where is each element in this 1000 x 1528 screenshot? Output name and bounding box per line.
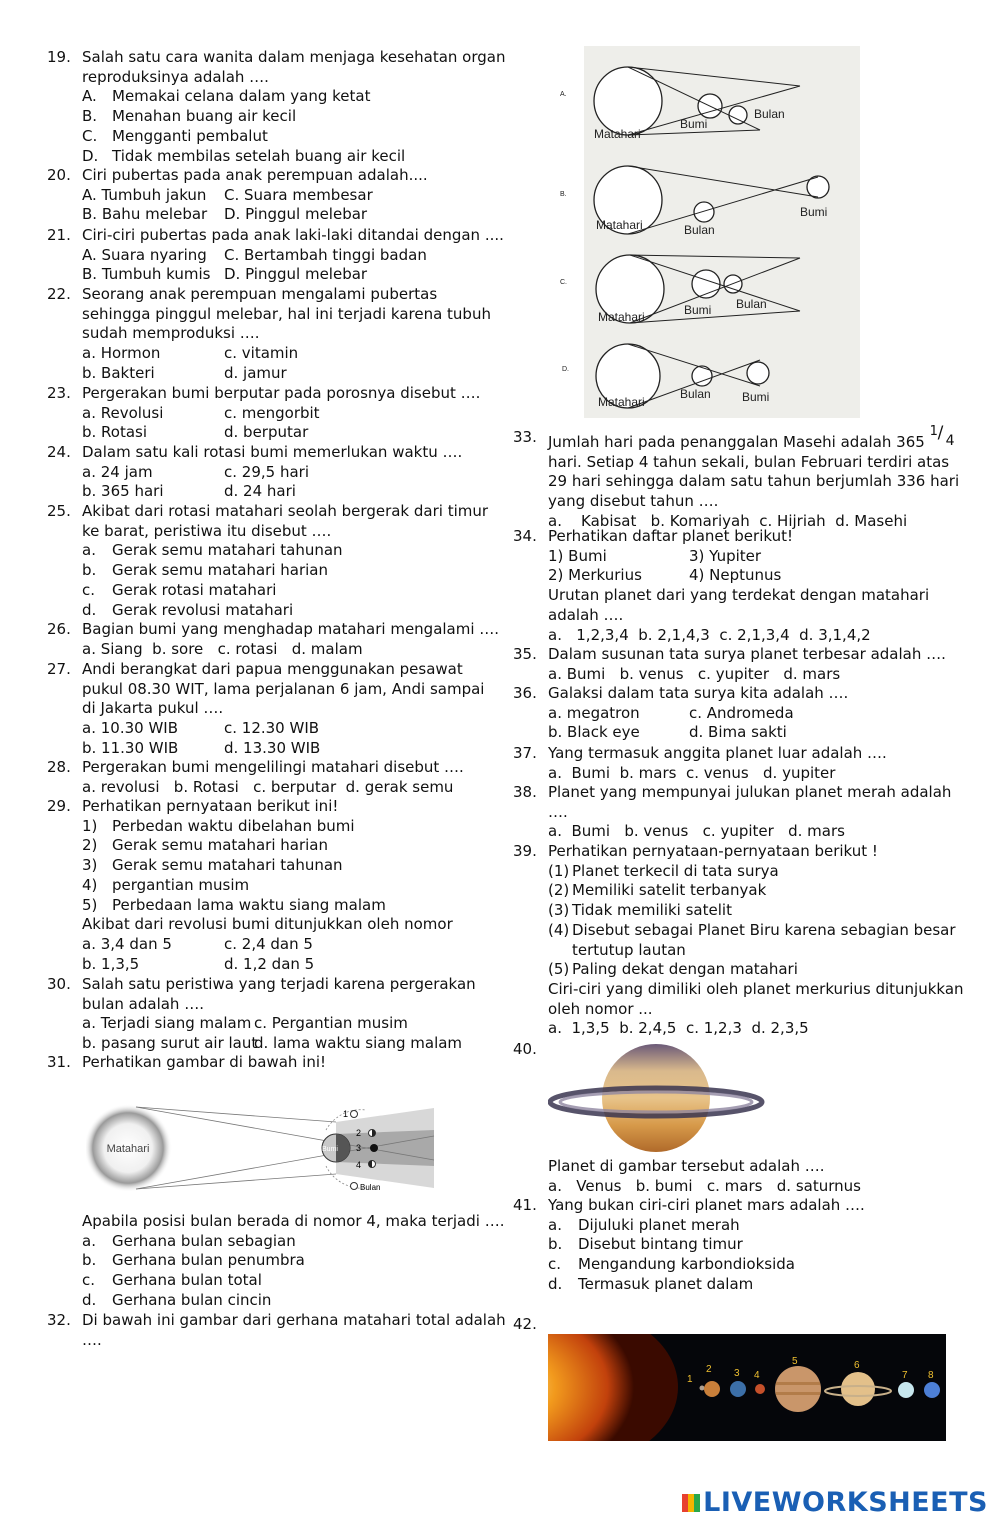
svg-text:Bumi: Bumi xyxy=(800,205,828,219)
svg-text:Matahari: Matahari xyxy=(598,395,645,409)
saturn-image xyxy=(548,1040,770,1158)
option-line[interactable]: a. 1,2,3,4 b. 2,1,4,3 c. 2,1,3,4 d. 3,1,4,2 xyxy=(548,625,871,644)
fraction: 1 / 4 xyxy=(929,423,955,449)
option[interactable]: d. Gerhana bulan cincin xyxy=(82,1290,272,1309)
option-line[interactable]: a. 1,3,5 b. 2,4,5 c. 1,2,3 d. 2,3,5 xyxy=(548,1019,809,1038)
option[interactable]: B. Menahan buang air kecil xyxy=(82,107,297,126)
svg-text:1: 1 xyxy=(343,1109,349,1119)
logo-icon xyxy=(682,1494,700,1512)
question-22: 22. Seorang anak perempuan mengalami pubertas sehingga pinggul melebar, hal ini terjadi karena tubuh sudah memproduksi …. a. Hormon c. vitamin b. Bakteri d. jamur xyxy=(47,285,507,384)
option[interactable]: b. Gerhana bulan penumbra xyxy=(82,1251,305,1270)
svg-text:D.: D. xyxy=(562,366,569,373)
question-19: 19. Salah satu cara wanita dalam menjaga kesehatan organ reproduksinya adalah …. A. Memakai celana dalam yang ketat B. Menahan buang air kecil C. Mengganti pembalut D. Tidak membilas setelah buang air kecil xyxy=(47,48,506,165)
svg-text:7: 7 xyxy=(902,1370,908,1381)
option-row[interactable]: a. 3,4 dan 5 c. 2,4 dan 5 xyxy=(82,934,313,953)
option-row[interactable]: b. Bakteri d. jamur xyxy=(82,363,287,382)
option[interactable]: a. Dijuluki planet merah xyxy=(548,1215,740,1234)
option[interactable]: D. Tidak membilas setelah buang air kecil xyxy=(82,146,406,165)
option-line[interactable]: a. Bumi b. mars c. venus d. yupiter xyxy=(548,763,836,782)
svg-text:3: 3 xyxy=(356,1143,362,1153)
option-row[interactable]: a. 10.30 WIB c. 12.30 WIB xyxy=(82,719,320,738)
statement: (4) Disebut sebagai Planet Biru karena sebagian besar xyxy=(548,920,956,939)
svg-text:6: 6 xyxy=(854,1360,860,1371)
list-row: 2) Merkurius 4) Neptunus xyxy=(548,566,782,585)
svg-text:Bumi: Bumi xyxy=(680,117,708,131)
option-row[interactable]: b. Black eye d. Bima sakti xyxy=(548,723,787,742)
option[interactable]: C. Mengganti pembalut xyxy=(82,126,268,145)
question-26: 26. Bagian bumi yang menghadap matahari mengalami …. a. Siang b. sore c. rotasi d. malam xyxy=(47,620,507,659)
option[interactable]: a. Gerak semu matahari tahunan xyxy=(82,541,343,560)
statement: 2) Gerak semu matahari harian xyxy=(82,836,329,855)
question-25: 25. Akibat dari rotasi matahari seolah bergerak dari timur ke barat, peristiwa itu disebut …. a. Gerak semu matahari tahunan b. Gerak semu matahari harian c. Gerak rotasi matahari d. Gerak revolusi matahari xyxy=(47,502,507,620)
statement: 3) Gerak semu matahari tahunan xyxy=(82,856,343,875)
statement: 5) Perbedaan lama waktu siang malam xyxy=(82,895,386,914)
option[interactable]: c. Gerak rotasi matahari xyxy=(82,580,277,599)
svg-text:B.: B. xyxy=(560,191,567,198)
question-31-options: Apabila posisi bulan berada di nomor 4, maka terjadi …. a. Gerhana bulan sebagian b. Gerhana bulan penumbra c. Gerhana bulan total d. Gerhana bulan cincin xyxy=(47,1212,507,1311)
question-33: 33. Jumlah hari pada penanggalan Masehi adalah 365 1 / 4 hari. Setiap 4 tahun sekali, bulan Februari terdiri atas 29 hari sehingga dalam satu tahun berjumlah 336 hari yang disebut tahun …. a. Kabisat b. Komariyah c. Hijriah d. Masehi xyxy=(513,428,983,532)
question-20: 20. Ciri pubertas pada anak perempuan adalah.... A. Tumbuh jakun C. Suara membesar B. Bahu melebar D. Pinggul melebar xyxy=(47,166,507,225)
question-36: 36. Galaksi dalam tata surya kita adalah …. a. megatron c. Andromeda b. Black eye d. Bima sakti xyxy=(513,684,983,743)
statement: 1) Perbedan waktu dibelahan bumi xyxy=(82,816,355,835)
question-23: 23. Pergerakan bumi berputar pada porosnya disebut …. a. Revolusi c. mengorbit b. Rotasi d. berputar xyxy=(47,384,507,443)
svg-text:Bulan: Bulan xyxy=(754,107,785,121)
lunar-eclipse-figure xyxy=(86,1100,436,1194)
solar-eclipse-figure xyxy=(560,46,860,418)
option[interactable]: d. Termasuk planet dalam xyxy=(548,1274,754,1293)
question-30: 30. Salah satu peristiwa yang terjadi karena pergerakan bulan adalah …. a. Terjadi siang malam c. Pergantian musim b. pasang surut air lautd. lama waktu siang malam xyxy=(47,975,507,1054)
question-34: 34. Perhatikan daftar planet berikut! 1) Bumi 3) Yupiter 2) Merkurius 4) Neptunus Urutan planet dari yang terdekat dengan matahari adalah …. a. 1,2,3,4 b. 2,1,4,3 c. 2,1,3,4 d. 3,1,4,2 xyxy=(513,527,983,645)
svg-text:Bulan: Bulan xyxy=(680,387,711,401)
svg-text:Bulan: Bulan xyxy=(736,297,767,311)
question-38: 38. Planet yang mempunyai julukan planet merah adalah …. a. Bumi b. venus c. yupiter d. mars xyxy=(513,783,983,842)
svg-text:4: 4 xyxy=(754,1370,760,1381)
option-line[interactable]: a. Venus b. bumi c. mars d. saturnus xyxy=(548,1176,861,1195)
question-35: 35. Dalam susunan tata surya planet terbesar adalah …. a. Bumi b. venus c. yupiter d. mars xyxy=(513,645,983,684)
svg-text:2: 2 xyxy=(356,1128,362,1138)
option-line[interactable]: a. Siang b. sore c. rotasi d. malam xyxy=(82,639,363,658)
option-line[interactable]: a. revolusi b. Rotasi c. berputar d. gerak semu xyxy=(82,777,454,796)
svg-text:Matahari: Matahari xyxy=(596,218,643,232)
sun-label: Matahari xyxy=(106,1143,150,1155)
svg-text:Bumi: Bumi xyxy=(742,390,770,404)
option-row[interactable]: a. Terjadi siang malam c. Pergantian musim xyxy=(82,1014,408,1033)
option[interactable]: d. Gerak revolusi matahari xyxy=(82,600,294,619)
question-24: 24. Dalam satu kali rotasi bumi memerlukan waktu …. a. 24 jam c. 29,5 hari b. 365 hari d. 24 hari xyxy=(47,443,507,502)
question-27: 27. Andi berangkat dari papua menggunakan pesawat pukul 08.30 WIT, lama perjalanan 6 jam, Andi sampai di Jakarta pukul …. a. 10.30 WIB c. 12.30 WIB b. 11.30 WIB d. 13.30 WIB xyxy=(47,660,507,759)
statement: (5) Paling dekat dengan matahari xyxy=(548,960,798,979)
option-row[interactable]: a. megatron c. Andromeda xyxy=(548,703,794,722)
earth-label: Bumi xyxy=(322,1146,338,1153)
moon-label: Bulan xyxy=(360,1183,381,1192)
option-row[interactable]: B. Bahu melebar D. Pinggul melebar xyxy=(82,205,368,224)
svg-text:Bulan: Bulan xyxy=(684,223,715,237)
option-line[interactable]: a. Kabisat b. Komariyah c. Hijriah d. Masehi xyxy=(548,511,908,530)
svg-text:3: 3 xyxy=(734,1368,740,1379)
option[interactable]: c. Mengandung karbondioksida xyxy=(548,1255,795,1274)
option[interactable]: b. Gerak semu matahari harian xyxy=(82,561,329,580)
statement: (1) Planet terkecil di tata surya xyxy=(548,861,779,880)
svg-text:A.: A. xyxy=(560,91,567,98)
option-row[interactable]: a. Hormon c. vitamin xyxy=(82,344,299,363)
svg-text:2: 2 xyxy=(706,1364,712,1375)
statement: 4) pergantian musim xyxy=(82,875,250,894)
svg-text:4: 4 xyxy=(356,1160,362,1170)
option-row[interactable]: a. 24 jam c. 29,5 hari xyxy=(82,462,309,481)
statement: tertutup lautan xyxy=(572,940,686,959)
option-row[interactable]: b. 11.30 WIB d. 13.30 WIB xyxy=(82,738,321,757)
liveworksheets-logo[interactable]: LIVEWORKSHEETS xyxy=(682,1487,988,1518)
option[interactable]: c. Gerhana bulan total xyxy=(82,1271,262,1290)
option-row[interactable]: A. Tumbuh jakun C. Suara membesar xyxy=(82,185,373,204)
question-28: 28. Pergerakan bumi mengelilingi matahari disebut …. a. revolusi b. Rotasi c. berputar d. gerak semu xyxy=(47,758,507,797)
option-row[interactable]: A. Suara nyaring C. Bertambah tinggi badan xyxy=(82,245,427,264)
svg-text:8: 8 xyxy=(928,1370,934,1381)
list-row: 1) Bumi 3) Yupiter xyxy=(548,546,762,565)
option-row[interactable]: b. 365 hari d. 24 hari xyxy=(82,482,296,501)
svg-text:1: 1 xyxy=(687,1374,693,1385)
option-row[interactable]: b. pasang surut air lautd. lama waktu siang malam xyxy=(82,1034,463,1053)
svg-text:Bumi: Bumi xyxy=(684,303,712,317)
option[interactable]: A. Memakai celana dalam yang ketat xyxy=(82,87,371,106)
option-line[interactable]: a. Bumi b. venus c. yupiter d. mars xyxy=(548,664,841,683)
svg-text:Matahari: Matahari xyxy=(594,127,641,141)
svg-text:C.: C. xyxy=(560,279,567,286)
option-row[interactable]: b. Rotasi d. berputar xyxy=(82,423,309,442)
option-row[interactable]: B. Tumbuh kumis D. Pinggul melebar xyxy=(82,265,368,284)
question-21: 21. Ciri-ciri pubertas pada anak laki-laki ditandai dengan .... A. Suara nyaring C. Bertambah tinggi badan B. Tumbuh kumis D. Pinggul melebar xyxy=(47,226,507,285)
question-37: 37. Yang termasuk anggita planet luar adalah …. a. Bumi b. mars c. venus d. yupiter xyxy=(513,744,983,783)
option-row[interactable]: b. 1,3,5 d. 1,2 dan 5 xyxy=(82,954,315,973)
question-32: 32. Di bawah ini gambar dari gerhana matahari total adalah …. xyxy=(47,1311,506,1349)
question-31: 31. Perhatikan gambar di bawah ini! xyxy=(47,1053,327,1071)
option-line[interactable]: a. Bumi b. venus c. yupiter d. mars xyxy=(548,822,845,841)
question-40-options: Planet di gambar tersebut adalah …. a. Venus b. bumi c. mars d. saturnus xyxy=(513,1157,983,1196)
svg-text:Matahari: Matahari xyxy=(598,310,645,324)
svg-text:5: 5 xyxy=(792,1356,798,1367)
option[interactable]: b. Disebut bintang timur xyxy=(548,1235,743,1254)
question-29: 29. Perhatikan pernyataan berikut ini! 1) Perbedan waktu dibelahan bumi 2) Gerak semu matahari harian 3) Gerak semu matahari tahunan 4) pergantian musim 5) Perbedaan lama waktu siang malam Akibat dari revolusi bumi ditunjukkan oleh nomor a. 3,4 dan 5 c. 2,4 dan 5 b. 1,3,5 d. 1,2 dan 5 xyxy=(47,797,507,974)
option-row[interactable]: a. Revolusi c. mengorbit xyxy=(82,403,320,422)
option[interactable]: a. Gerhana bulan sebagian xyxy=(82,1231,296,1250)
question-41: 41. Yang bukan ciri-ciri planet mars adalah …. a. Dijuluki planet merah b. Disebut bintang timur c. Mengandung karbondioksida d. Termasuk planet dalam xyxy=(513,1196,983,1295)
question-39: 39. Perhatikan pernyataan-pernyataan berikut ! (1) Planet terkecil di tata surya (2) Memiliki satelit terbanyak (3) Tidak memiliki satelit (4) Disebut sebagai Planet Biru karena sebagian besar tertutup lautan (5) Paling dekat dengan matahari Ciri-ciri yang dimiliki oleh planet merkurius ditunjukkan oleh nomor ... a. 1,3,5 b. 2,4,5 c. 1,2,3 d. 2,3,5 xyxy=(513,842,983,1039)
statement: (3) Tidak memiliki satelit xyxy=(548,901,732,920)
statement: (2) Memiliki satelit terbanyak xyxy=(548,881,767,900)
solar-system-image xyxy=(548,1334,946,1441)
